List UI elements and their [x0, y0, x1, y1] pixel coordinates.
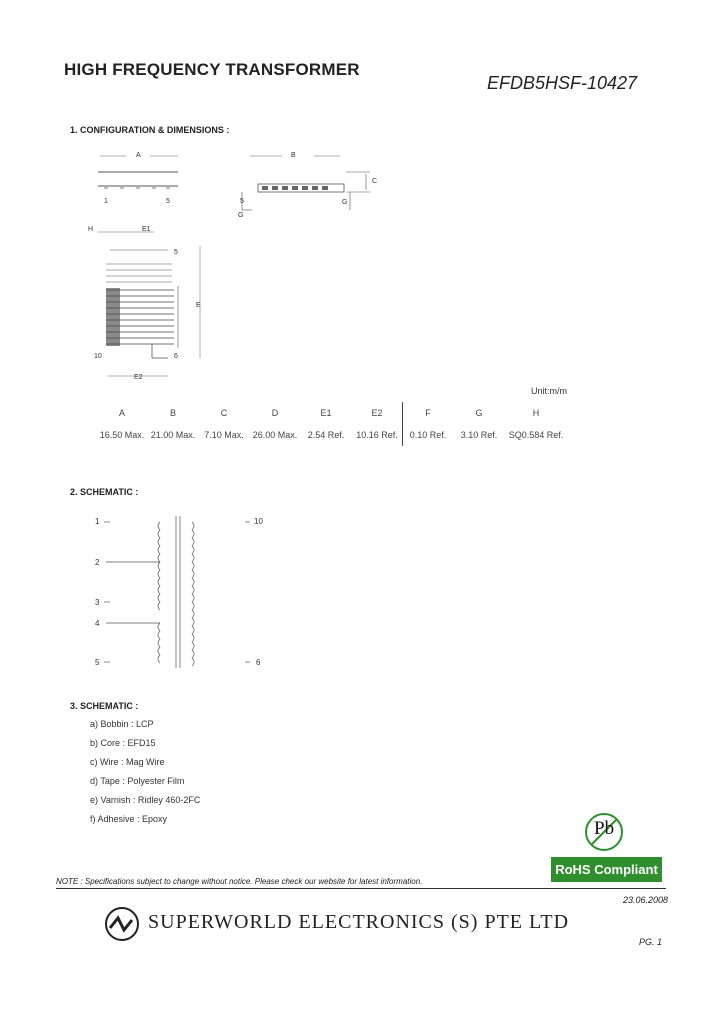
material-core: b) Core : EFD15: [90, 738, 156, 748]
dimensions-value-row: [96, 424, 567, 446]
dim-label-a: A: [136, 152, 141, 159]
dim-value: SQ0.584 Ref.: [508, 430, 564, 440]
material-varnish: e) Varnish : Ridley 460-2FC: [90, 795, 201, 805]
dim-label-c: C: [372, 178, 378, 185]
dim-value: 10.16 Ref.: [352, 424, 403, 446]
section-1-title: 1. CONFIGURATION & DIMENSIONS :: [70, 125, 230, 135]
footer-note: NOTE : Specifications subject to change without notice. Please check our website for latest information.: [56, 877, 423, 886]
dim-value: 0.10 Ref.: [409, 430, 447, 440]
dim-header: C: [220, 408, 228, 418]
dim-header: A: [118, 408, 125, 418]
dim-value: 3.10 Ref.: [460, 430, 498, 440]
dim-label-g-left: G: [238, 212, 244, 219]
pb-symbol-text: Pb: [594, 818, 615, 839]
dim-header: D: [271, 408, 279, 418]
section-2-title: 2. SCHEMATIC :: [70, 487, 139, 497]
footer-date: 23.06.2008: [622, 895, 668, 905]
dim-value: 26.00 Max.: [252, 430, 298, 440]
dim-label-e: E: [196, 302, 201, 309]
rohs-badge: RoHS Compliant: [551, 857, 662, 882]
schematic-drawing: [90, 512, 270, 672]
top-view-svg: [94, 148, 194, 208]
top-view-drawing: [94, 148, 194, 208]
dim-label-h: H: [88, 226, 94, 233]
schematic-pin-4: 4: [95, 619, 100, 628]
material-adhesive: f) Adhesive : Epoxy: [90, 814, 168, 824]
pin-label-10: 10: [94, 353, 102, 360]
dim-value: 2.54 Ref.: [307, 430, 345, 440]
dim-header: H: [532, 408, 540, 418]
footer-divider: [56, 888, 666, 889]
pin-label-5-side: 5: [240, 198, 244, 205]
material-wire: c) Wire : Mag Wire: [90, 757, 165, 767]
dim-label-b: B: [291, 152, 296, 159]
side-view-svg: [228, 148, 378, 223]
dim-value: 21.00 Max.: [150, 430, 196, 440]
pin-label-6: 6: [174, 353, 178, 360]
side-view-drawing: [228, 148, 378, 223]
schematic-pin-6: 6: [256, 658, 261, 667]
dim-value: 7.10 Max.: [204, 430, 244, 440]
schematic-pin-2: 2: [95, 558, 100, 567]
dim-label-e1: E1: [142, 226, 151, 233]
dim-value: 16.50 Max.: [99, 430, 145, 440]
dim-header: E2: [352, 402, 403, 424]
page-number: PG. 1: [638, 937, 662, 947]
pin-label-1: 1: [104, 198, 108, 205]
dim-header: E1: [320, 408, 332, 418]
schematic-svg: [90, 512, 270, 672]
dim-label-g-right: G: [342, 199, 348, 206]
schematic-pin-3: 3: [95, 598, 100, 607]
unit-label: Unit:m/m: [531, 386, 567, 396]
company-name: SUPERWORLD ELECTRONICS (S) PTE LTD: [148, 911, 570, 933]
schematic-pin-1: 1: [95, 517, 100, 526]
dimensions-header-row: [96, 402, 567, 424]
material-bobbin: a) Bobbin : LCP: [90, 719, 154, 729]
dim-header: G: [475, 408, 483, 418]
pin-label-5-bottom: 5: [174, 249, 178, 256]
company-logo-icon: [104, 906, 140, 942]
material-tape: d) Tape : Polyester Film: [90, 776, 185, 786]
part-number: EFDB5HSF-10427: [487, 73, 638, 93]
section-3-title: 3. SCHEMATIC :: [70, 701, 139, 711]
document-title: HIGH FREQUENCY TRANSFORMER: [64, 60, 360, 79]
schematic-pin-10: 10: [254, 517, 263, 526]
dim-header: F: [425, 408, 431, 418]
dim-label-e2: E2: [134, 374, 143, 381]
dimensions-table: [96, 402, 567, 446]
dim-header: B: [169, 408, 176, 418]
company-logo-svg: [104, 906, 140, 942]
schematic-pin-5: 5: [95, 658, 100, 667]
pin-label-5-top: 5: [166, 198, 170, 205]
